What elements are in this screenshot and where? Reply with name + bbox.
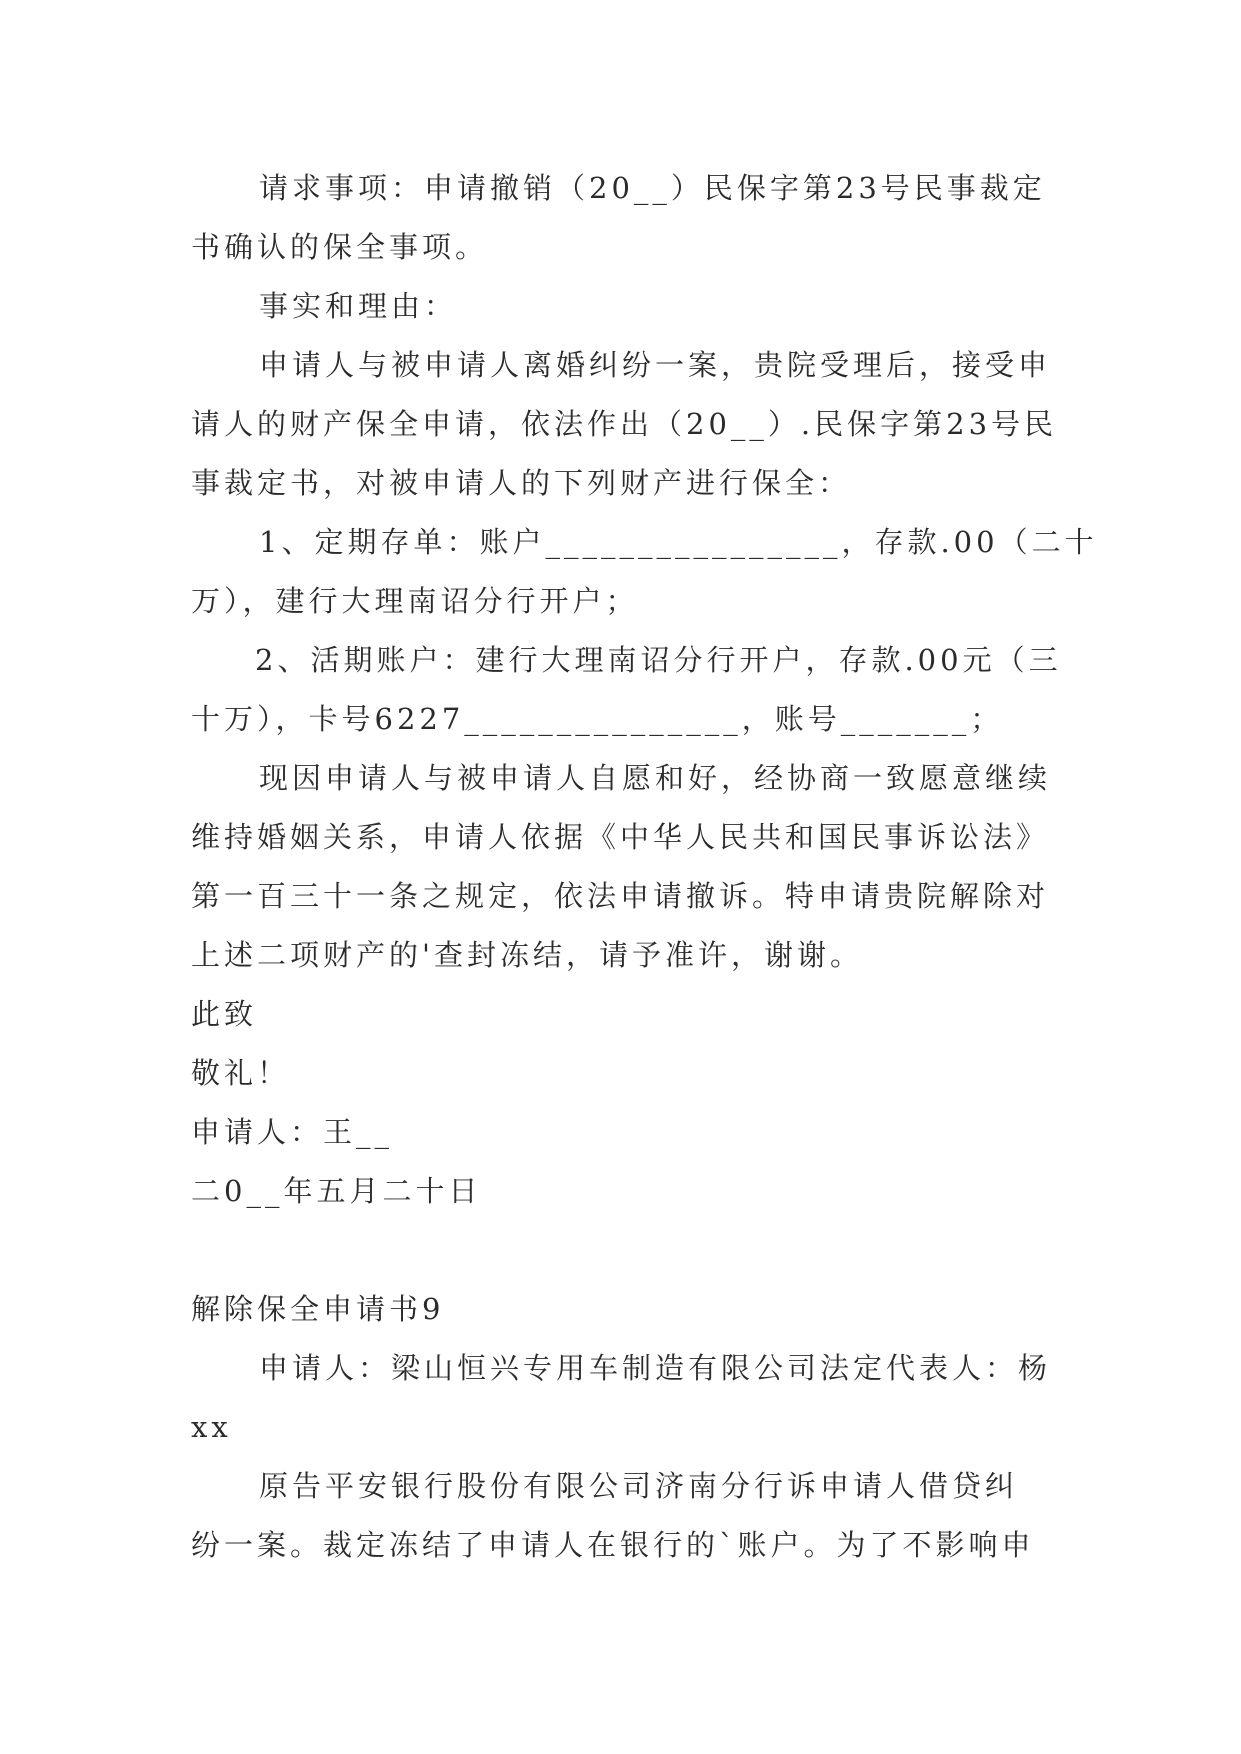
request-items-line: 请求事项：申请撤销（20__）民保字第23号民事裁定 xyxy=(259,171,1046,205)
facts-heading: 事实和理由： xyxy=(259,289,458,323)
paragraph-line: 事裁定书，对被申请人的下列财产进行保全： xyxy=(191,466,852,500)
section-spacer xyxy=(191,1221,1061,1280)
request-items-line-cont: 书确认的保全事项。 xyxy=(191,230,489,264)
paragraph-line: 上述二项财产的'查封冻结，请予准许，谢谢。 xyxy=(191,938,863,972)
document-body xyxy=(191,159,1098,1575)
section-title: 解除保全申请书9 xyxy=(191,1292,445,1326)
paragraph-line: 原告平安银行股份有限公司济南分行诉申请人借贷纠 xyxy=(259,1469,1019,1503)
closing-regards: 敬礼！ xyxy=(191,1056,291,1090)
list-item-line: 2、活期账户：建行大理南诏分行开户，存款.00元（三 xyxy=(255,643,1062,677)
paragraph-line: 维持婚姻关系，申请人依据《中华人民共和国民事诉讼法》 xyxy=(191,820,1050,854)
list-item-line: 十万），卡号6227_______________，账号_______； xyxy=(191,702,1004,736)
document-date: 二0__年五月二十日 xyxy=(191,1174,482,1208)
list-item-line: 1、定期存单：账户________________，存款.00（二十 xyxy=(259,525,1098,559)
paragraph-line: 申请人与被申请人离婚纠纷一案，贵院受理后，接受申 xyxy=(259,348,1052,382)
paragraph-line: 纷一案。裁定冻结了申请人在银行的`账户。为了不影响申 xyxy=(191,1528,1035,1562)
applicant-signature: 申请人：王__ xyxy=(191,1115,394,1149)
closing-salutation: 此致 xyxy=(191,997,258,1031)
paragraph-line: 第一百三十一条之规定，依法申请撤诉。特申请贵院解除对 xyxy=(191,879,1050,913)
list-item-line: 万），建行大理南诏分行开户； xyxy=(191,584,639,618)
paragraph-line: 现因申请人与被申请人自愿和好，经协商一致愿意继续 xyxy=(259,761,1052,795)
paragraph-line: 请人的财产保全申请，依法作出（20__）.民保字第23号民 xyxy=(191,407,1058,441)
paragraph-line: xx xyxy=(191,1410,232,1444)
paragraph-line: 申请人：梁山恒兴专用车制造有限公司法定代表人：杨 xyxy=(259,1351,1052,1385)
